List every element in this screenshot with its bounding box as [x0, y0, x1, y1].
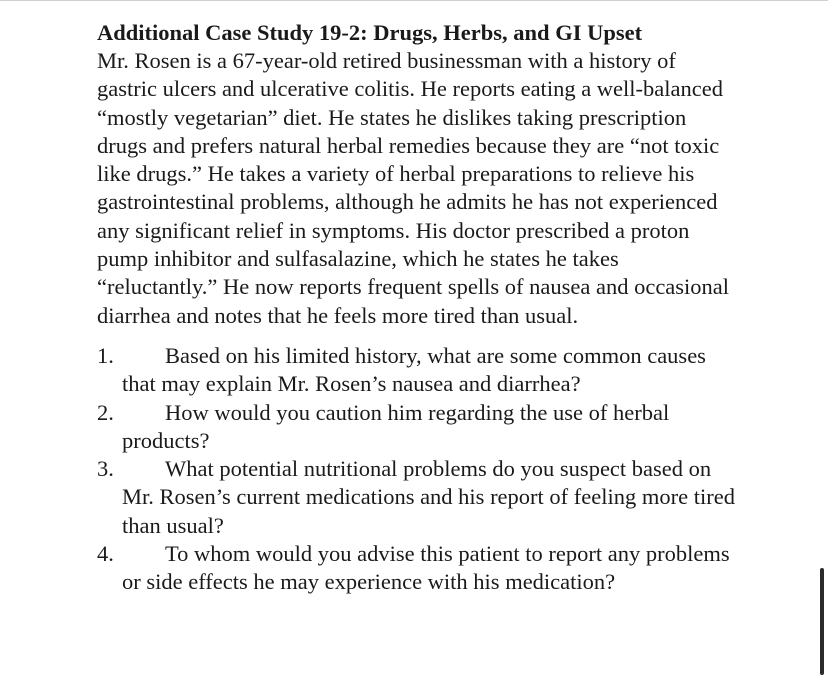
question-list: [97, 342, 737, 597]
case-study-title: Additional Case Study 19-2: Drugs, Herbs, and GI Upset: [97, 20, 643, 45]
question-number: 2.: [97, 399, 114, 425]
question-number: 4.: [97, 541, 114, 567]
question-text: To whom would you advise this patient to report any problems or side effects he may experience with his medication?: [122, 541, 730, 595]
question-item: [97, 342, 737, 399]
question-item: [97, 399, 737, 456]
vertical-scrollbar[interactable]: [820, 568, 824, 675]
question-text: How would you caution him regarding the use of herbal products?: [122, 399, 670, 453]
question-text: Based on his limited history, what are some common causes that may explain Mr. Rosen’s nausea and diarrhea?: [122, 342, 706, 397]
case-study-document: [97, 19, 737, 597]
top-divider: [0, 0, 828, 1]
question-item: [97, 540, 737, 597]
case-study-paragraph: Mr. Rosen is a 67-year-old retired businessman with a history of gastric ulcers and ulcerative colitis. He reports eating a well-balanced “mostly vegetarian” diet. He states he dislikes taking prescription drugs and prefers natural herbal remedies because they are “not toxic like drugs.” He takes a variety of herbal preparations to relieve his gastrointestinal problems, although he admits he has not experienced any significant relief in symptoms. His doctor prescribed a proton pump inhibitor and sulfasalazine, which he states he takes “reluctantly.” He now reports frequent spells of nausea and occasional diarrhea and notes that he feels more tired than usual.: [97, 48, 730, 328]
question-number: 1.: [97, 342, 114, 368]
question-number: 3.: [97, 456, 114, 482]
question-item: [97, 455, 737, 540]
question-text: What potential nutritional problems do you suspect based on Mr. Rosen’s current medications and his report of feeling more tired than usual?: [122, 456, 735, 538]
